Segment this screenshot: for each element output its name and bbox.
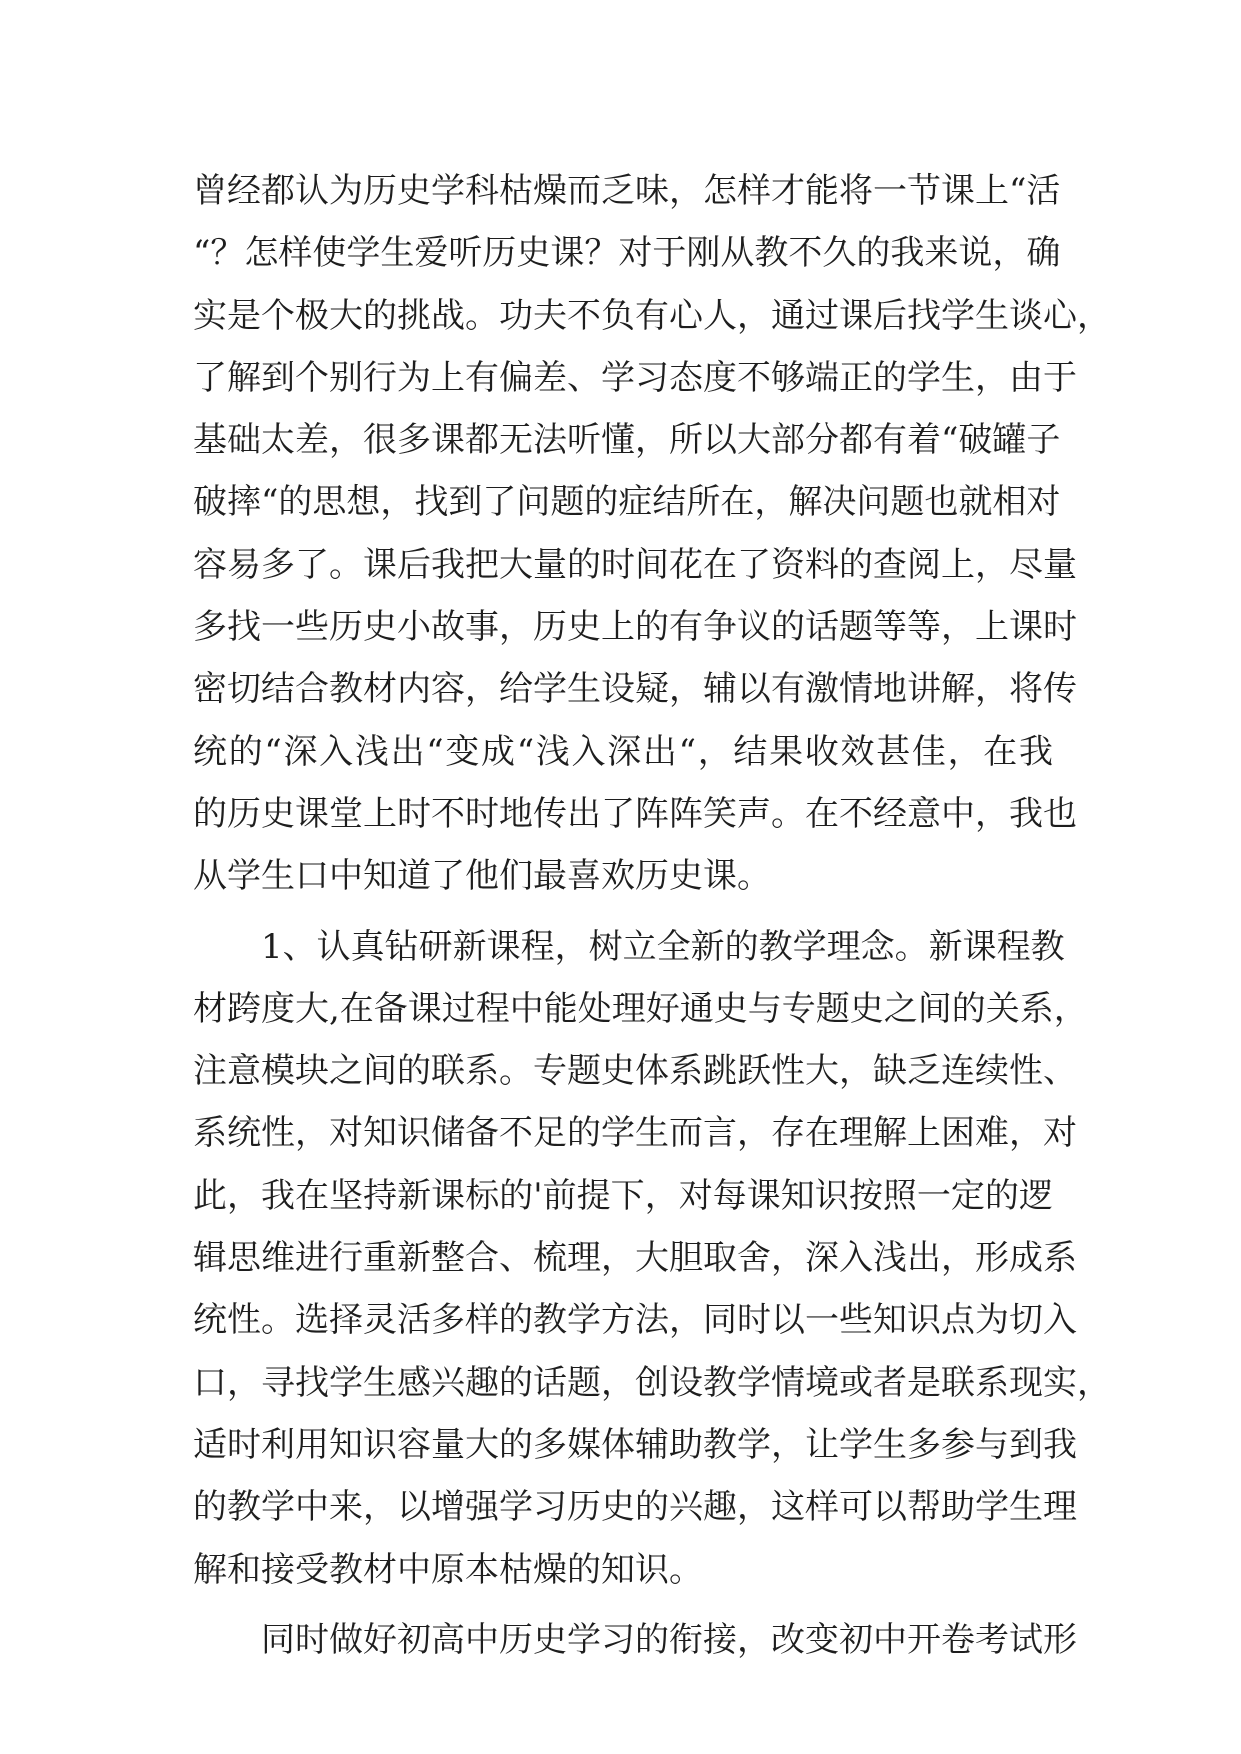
text-line: 从学生口中知道了他们最喜欢历史课。 [193,856,771,897]
paragraph-2 [193,916,1111,1601]
text-line: 的教学中来，以增强学习历史的兴趣，这样可以帮助学生理 [193,1487,1077,1528]
text-line: 注意模块之间的联系。专题史体系跳跃性大，缺乏连续性、 [193,1051,1077,1092]
paragraph-1 [193,160,1111,908]
text-line: 密切结合教材内容，给学生设疑，辅以有激情地讲解，将传 [193,669,1077,710]
text-line: 容易多了。课后我把大量的时间花在了资料的查阅上，尽量 [193,544,1077,585]
text-line: 统的“深入浅出“变成“浅入深出“，结果收效甚佳，在我 [193,731,1053,772]
paragraph-3 [193,1609,1077,1671]
text-line: 基础太差，很多课都无法听懂，所以大部分都有着“破罐子 [193,420,1061,461]
text-line: 1、认真钻研新课程，树立全新的教学理念。新课程教 [261,926,1065,967]
text-line: 适时利用知识容量大的多媒体辅助教学，让学生多参与到我 [193,1424,1077,1465]
text-line: 系统性，对知识储备不足的学生而言，存在理解上困难，对 [193,1113,1077,1154]
text-line: 了解到个别行为上有偏差、学习态度不够端正的学生，由于 [193,357,1077,398]
text-line: 多找一些历史小故事，历史上的有争议的话题等等，上课时 [193,607,1077,648]
text-line: 解和接受教材中原本枯燥的知识。 [193,1549,703,1590]
text-line: 实是个极大的挑战。功夫不负有心人，通过课后找学生谈心， [193,295,1111,336]
text-line: 的历史课堂上时不时地传出了阵阵笑声。在不经意中，我也 [193,793,1077,834]
text-line: 曾经都认为历史学科枯燥而乏味，怎样才能将一节课上“活 [193,171,1061,211]
text-line: 破摔“的思想，找到了问题的症结所在，解决问题也就相对 [193,482,1061,523]
text-line: 辑思维进行重新整合、梳理，大胆取舍，深入浅出，形成系 [193,1238,1077,1279]
document-body [193,160,1111,1671]
text-line: 同时做好初高中历史学习的衔接，改变初中开卷考试形 [261,1619,1077,1660]
text-line: 材跨度大,在备课过程中能处理好通史与专题史之间的关系， [193,988,1088,1029]
text-line: 此，我在坚持新课标的'前提下，对每课知识按照一定的逻 [193,1175,1053,1216]
text-line: “？怎样使学生爱听历史课？对于刚从教不久的我来说，确 [193,233,1061,274]
text-line: 口，寻找学生感兴趣的话题，创设教学情境或者是联系现实， [193,1362,1111,1403]
text-line: 统性。选择灵活多样的教学方法，同时以一些知识点为切入 [193,1300,1077,1341]
